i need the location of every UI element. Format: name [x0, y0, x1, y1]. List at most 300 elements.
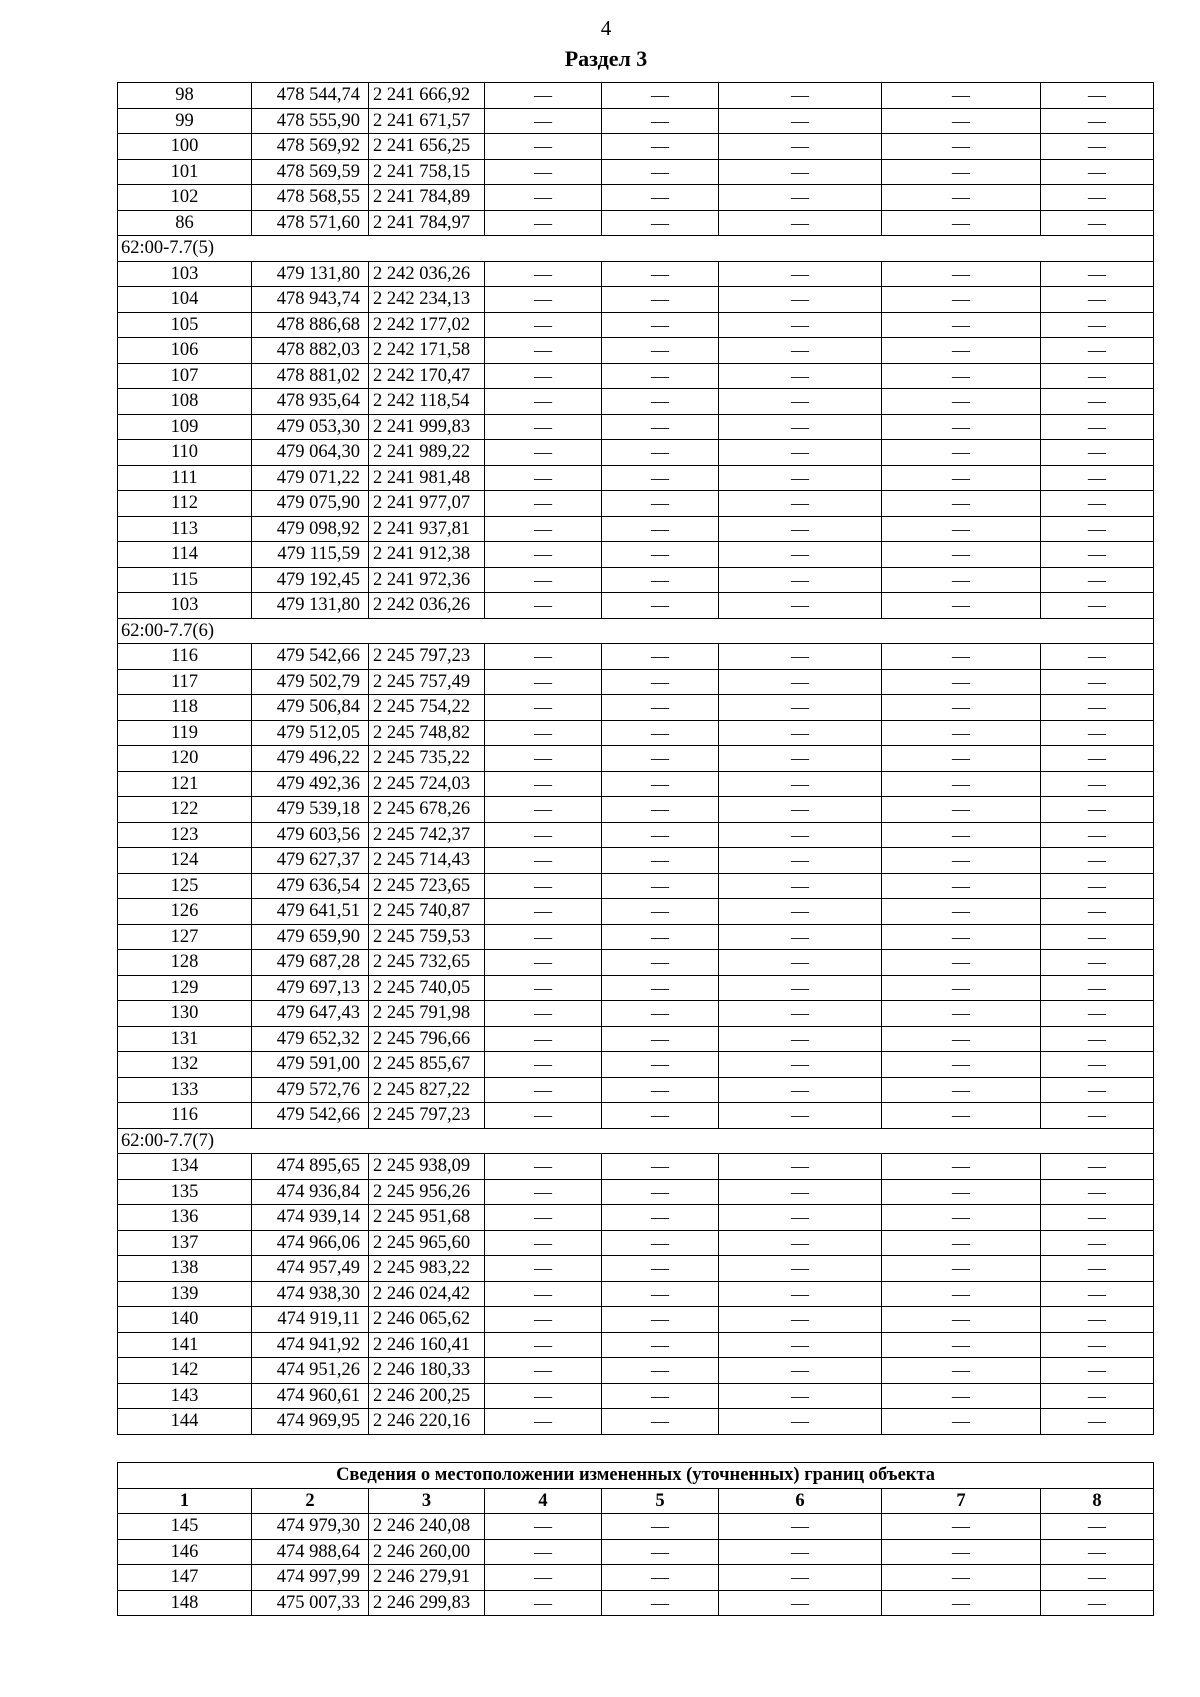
y-coordinate: 2 245 791,98 [369, 1001, 485, 1027]
y-coordinate: 2 245 983,22 [369, 1256, 485, 1282]
empty-value-dash: — [485, 1514, 602, 1540]
empty-value-dash: — [1041, 338, 1154, 364]
x-coordinate: 479 652,32 [252, 1026, 369, 1052]
point-number: 103 [118, 261, 252, 287]
empty-value-dash: — [485, 695, 602, 721]
empty-value-dash: — [1041, 1358, 1154, 1384]
table-row [118, 185, 1154, 211]
table-row [118, 669, 1154, 695]
empty-value-dash: — [602, 1307, 719, 1333]
empty-value-dash: — [1041, 516, 1154, 542]
empty-value-dash: — [1041, 1409, 1154, 1435]
empty-value-dash: — [1041, 1281, 1154, 1307]
table-row [118, 899, 1154, 925]
point-number: 127 [118, 924, 252, 950]
point-number: 103 [118, 593, 252, 619]
y-coordinate: 2 245 735,22 [369, 746, 485, 772]
empty-value-dash: — [485, 1256, 602, 1282]
empty-value-dash: — [602, 210, 719, 236]
empty-value-dash: — [602, 848, 719, 874]
table-row [118, 1307, 1154, 1333]
y-coordinate: 2 245 759,53 [369, 924, 485, 950]
empty-value-dash: — [485, 924, 602, 950]
empty-value-dash: — [602, 822, 719, 848]
empty-value-dash: — [1041, 1077, 1154, 1103]
point-number: 131 [118, 1026, 252, 1052]
y-coordinate: 2 245 951,68 [369, 1205, 485, 1231]
table-caption-row [118, 1463, 1154, 1489]
empty-value-dash: — [719, 465, 882, 491]
point-number: 122 [118, 797, 252, 823]
x-coordinate: 478 943,74 [252, 287, 369, 313]
empty-value-dash: — [602, 1103, 719, 1129]
empty-value-dash: — [602, 440, 719, 466]
empty-value-dash: — [485, 83, 602, 109]
point-number: 109 [118, 414, 252, 440]
y-coordinate: 2 245 855,67 [369, 1052, 485, 1078]
empty-value-dash: — [602, 1179, 719, 1205]
empty-value-dash: — [485, 669, 602, 695]
empty-value-dash: — [602, 1332, 719, 1358]
y-coordinate: 2 246 240,08 [369, 1514, 485, 1540]
empty-value-dash: — [1041, 159, 1154, 185]
empty-value-dash: — [602, 516, 719, 542]
empty-value-dash: — [1041, 440, 1154, 466]
empty-value-dash: — [602, 720, 719, 746]
x-coordinate: 474 960,61 [252, 1383, 369, 1409]
x-coordinate: 474 936,84 [252, 1179, 369, 1205]
y-coordinate: 2 246 299,83 [369, 1590, 485, 1616]
empty-value-dash: — [602, 567, 719, 593]
empty-value-dash: — [719, 1077, 882, 1103]
group-label: 62:00-7.7(7) [118, 1128, 1154, 1154]
x-coordinate: 479 687,28 [252, 950, 369, 976]
empty-value-dash: — [602, 797, 719, 823]
empty-value-dash: — [719, 516, 882, 542]
empty-value-dash: — [485, 1307, 602, 1333]
point-number: 105 [118, 312, 252, 338]
x-coordinate: 479 115,59 [252, 542, 369, 568]
y-coordinate: 2 245 714,43 [369, 848, 485, 874]
y-coordinate: 2 245 965,60 [369, 1230, 485, 1256]
x-coordinate: 474 951,26 [252, 1358, 369, 1384]
empty-value-dash: — [1041, 542, 1154, 568]
empty-value-dash: — [485, 848, 602, 874]
table-row [118, 491, 1154, 517]
empty-value-dash: — [1041, 83, 1154, 109]
y-coordinate: 2 246 065,62 [369, 1307, 485, 1333]
table-row [118, 1281, 1154, 1307]
table-row [118, 720, 1154, 746]
empty-value-dash: — [882, 771, 1041, 797]
point-number: 139 [118, 1281, 252, 1307]
empty-value-dash: — [882, 1001, 1041, 1027]
empty-value-dash: — [882, 108, 1041, 134]
empty-value-dash: — [602, 1230, 719, 1256]
x-coordinate: 474 957,49 [252, 1256, 369, 1282]
x-coordinate: 479 542,66 [252, 1103, 369, 1129]
empty-value-dash: — [602, 1590, 719, 1616]
y-coordinate: 2 246 220,16 [369, 1409, 485, 1435]
table-row [118, 1256, 1154, 1282]
empty-value-dash: — [882, 746, 1041, 772]
table-row [118, 1179, 1154, 1205]
table-row [118, 1103, 1154, 1129]
x-coordinate: 479 641,51 [252, 899, 369, 925]
y-coordinate: 2 245 732,65 [369, 950, 485, 976]
empty-value-dash: — [485, 797, 602, 823]
empty-value-dash: — [602, 1539, 719, 1565]
point-number: 108 [118, 389, 252, 415]
x-coordinate: 478 571,60 [252, 210, 369, 236]
empty-value-dash: — [602, 899, 719, 925]
x-coordinate: 479 636,54 [252, 873, 369, 899]
empty-value-dash: — [602, 1154, 719, 1180]
x-coordinate: 479 603,56 [252, 822, 369, 848]
y-coordinate: 2 245 827,22 [369, 1077, 485, 1103]
x-coordinate: 479 591,00 [252, 1052, 369, 1078]
point-number: 138 [118, 1256, 252, 1282]
empty-value-dash: — [1041, 593, 1154, 619]
empty-value-dash: — [485, 1590, 602, 1616]
empty-value-dash: — [1041, 1539, 1154, 1565]
point-number: 104 [118, 287, 252, 313]
y-coordinate: 2 241 999,83 [369, 414, 485, 440]
empty-value-dash: — [882, 1539, 1041, 1565]
empty-value-dash: — [719, 83, 882, 109]
empty-value-dash: — [602, 975, 719, 1001]
empty-value-dash: — [485, 771, 602, 797]
empty-value-dash: — [485, 1103, 602, 1129]
empty-value-dash: — [719, 389, 882, 415]
empty-value-dash: — [882, 516, 1041, 542]
empty-value-dash: — [485, 1281, 602, 1307]
empty-value-dash: — [602, 185, 719, 211]
empty-value-dash: — [719, 1256, 882, 1282]
x-coordinate: 478 569,59 [252, 159, 369, 185]
empty-value-dash: — [719, 899, 882, 925]
empty-value-dash: — [1041, 1383, 1154, 1409]
point-number: 132 [118, 1052, 252, 1078]
empty-value-dash: — [882, 159, 1041, 185]
empty-value-dash: — [485, 287, 602, 313]
page-number: 4 [600, 16, 612, 40]
empty-value-dash: — [1041, 771, 1154, 797]
empty-value-dash: — [485, 414, 602, 440]
point-number: 136 [118, 1205, 252, 1231]
y-coordinate: 2 246 260,00 [369, 1539, 485, 1565]
empty-value-dash: — [882, 1332, 1041, 1358]
empty-value-dash: — [485, 389, 602, 415]
x-coordinate: 478 882,03 [252, 338, 369, 364]
x-coordinate: 479 627,37 [252, 848, 369, 874]
point-number: 100 [118, 134, 252, 160]
y-coordinate: 2 245 740,87 [369, 899, 485, 925]
empty-value-dash: — [602, 83, 719, 109]
empty-value-dash: — [882, 848, 1041, 874]
empty-value-dash: — [882, 695, 1041, 721]
table-row [118, 1383, 1154, 1409]
empty-value-dash: — [882, 1281, 1041, 1307]
empty-value-dash: — [602, 924, 719, 950]
table-row [118, 1514, 1154, 1540]
point-number: 130 [118, 1001, 252, 1027]
group-row [118, 618, 1154, 644]
x-coordinate: 479 502,79 [252, 669, 369, 695]
empty-value-dash: — [719, 1154, 882, 1180]
empty-value-dash: — [719, 669, 882, 695]
y-coordinate: 2 241 656,25 [369, 134, 485, 160]
point-number: 98 [118, 83, 252, 109]
empty-value-dash: — [602, 1001, 719, 1027]
point-number: 102 [118, 185, 252, 211]
point-number: 121 [118, 771, 252, 797]
empty-value-dash: — [719, 848, 882, 874]
table-row [118, 465, 1154, 491]
empty-value-dash: — [882, 1514, 1041, 1540]
group-label: 62:00-7.7(6) [118, 618, 1154, 644]
x-coordinate: 478 544,74 [252, 83, 369, 109]
empty-value-dash: — [882, 287, 1041, 313]
point-number: 137 [118, 1230, 252, 1256]
empty-value-dash: — [882, 440, 1041, 466]
empty-value-dash: — [1041, 389, 1154, 415]
empty-value-dash: — [882, 644, 1041, 670]
table-row [118, 1332, 1154, 1358]
empty-value-dash: — [485, 1383, 602, 1409]
y-coordinate: 2 245 748,82 [369, 720, 485, 746]
x-coordinate: 479 131,80 [252, 261, 369, 287]
x-coordinate: 478 935,64 [252, 389, 369, 415]
empty-value-dash: — [485, 1205, 602, 1231]
empty-value-dash: — [602, 950, 719, 976]
empty-value-dash: — [882, 593, 1041, 619]
point-number: 135 [118, 1179, 252, 1205]
empty-value-dash: — [882, 134, 1041, 160]
point-number: 147 [118, 1565, 252, 1591]
y-coordinate: 2 245 956,26 [369, 1179, 485, 1205]
empty-value-dash: — [485, 1409, 602, 1435]
y-coordinate: 2 242 118,54 [369, 389, 485, 415]
x-coordinate: 474 988,64 [252, 1539, 369, 1565]
x-coordinate: 479 071,22 [252, 465, 369, 491]
table-row [118, 440, 1154, 466]
empty-value-dash: — [1041, 108, 1154, 134]
empty-value-dash: — [485, 1565, 602, 1591]
x-coordinate: 474 997,99 [252, 1565, 369, 1591]
point-number: 126 [118, 899, 252, 925]
empty-value-dash: — [602, 593, 719, 619]
y-coordinate: 2 242 036,26 [369, 261, 485, 287]
x-coordinate: 479 053,30 [252, 414, 369, 440]
empty-value-dash: — [485, 159, 602, 185]
table-row [118, 261, 1154, 287]
empty-value-dash: — [1041, 669, 1154, 695]
empty-value-dash: — [485, 134, 602, 160]
empty-value-dash: — [1041, 1307, 1154, 1333]
empty-value-dash: — [719, 1539, 882, 1565]
y-coordinate: 2 245 723,65 [369, 873, 485, 899]
y-coordinate: 2 245 678,26 [369, 797, 485, 823]
empty-value-dash: — [719, 567, 882, 593]
empty-value-dash: — [602, 134, 719, 160]
empty-value-dash: — [1041, 465, 1154, 491]
empty-value-dash: — [602, 1205, 719, 1231]
x-coordinate: 474 939,14 [252, 1205, 369, 1231]
empty-value-dash: — [719, 1179, 882, 1205]
empty-value-dash: — [882, 822, 1041, 848]
empty-value-dash: — [1041, 848, 1154, 874]
y-coordinate: 2 241 972,36 [369, 567, 485, 593]
empty-value-dash: — [1041, 261, 1154, 287]
y-coordinate: 2 241 989,22 [369, 440, 485, 466]
point-number: 124 [118, 848, 252, 874]
empty-value-dash: — [719, 1409, 882, 1435]
empty-value-dash: — [719, 924, 882, 950]
group-label: 62:00-7.7(5) [118, 236, 1154, 262]
empty-value-dash: — [719, 1358, 882, 1384]
empty-value-dash: — [719, 261, 882, 287]
point-number: 148 [118, 1590, 252, 1616]
point-number: 101 [118, 159, 252, 185]
y-coordinate: 2 246 180,33 [369, 1358, 485, 1384]
empty-value-dash: — [1041, 1001, 1154, 1027]
empty-value-dash: — [882, 465, 1041, 491]
x-coordinate: 475 007,33 [252, 1590, 369, 1616]
point-number: 141 [118, 1332, 252, 1358]
empty-value-dash: — [882, 950, 1041, 976]
column-number: 2 [252, 1488, 369, 1514]
empty-value-dash: — [719, 1281, 882, 1307]
empty-value-dash: — [602, 312, 719, 338]
point-number: 112 [118, 491, 252, 517]
x-coordinate: 479 492,36 [252, 771, 369, 797]
empty-value-dash: — [1041, 287, 1154, 313]
empty-value-dash: — [882, 1205, 1041, 1231]
empty-value-dash: — [719, 414, 882, 440]
empty-value-dash: — [1041, 924, 1154, 950]
x-coordinate: 479 542,66 [252, 644, 369, 670]
empty-value-dash: — [1041, 1590, 1154, 1616]
empty-value-dash: — [602, 363, 719, 389]
empty-value-dash: — [602, 1358, 719, 1384]
x-coordinate: 479 192,45 [252, 567, 369, 593]
empty-value-dash: — [1041, 746, 1154, 772]
empty-value-dash: — [485, 516, 602, 542]
y-coordinate: 2 241 671,57 [369, 108, 485, 134]
y-coordinate: 2 241 758,15 [369, 159, 485, 185]
table-row [118, 1001, 1154, 1027]
empty-value-dash: — [485, 1026, 602, 1052]
empty-value-dash: — [1041, 1332, 1154, 1358]
empty-value-dash: — [602, 695, 719, 721]
point-number: 117 [118, 669, 252, 695]
empty-value-dash: — [882, 567, 1041, 593]
table-caption: Сведения о местоположении измененных (уточненных) границ объекта [118, 1463, 1154, 1489]
table-row [118, 363, 1154, 389]
point-number: 111 [118, 465, 252, 491]
empty-value-dash: — [882, 873, 1041, 899]
table-row [118, 644, 1154, 670]
empty-value-dash: — [485, 542, 602, 568]
table-row [118, 975, 1154, 1001]
y-coordinate: 2 246 200,25 [369, 1383, 485, 1409]
column-number: 1 [118, 1488, 252, 1514]
empty-value-dash: — [719, 338, 882, 364]
empty-value-dash: — [882, 261, 1041, 287]
point-number: 116 [118, 644, 252, 670]
column-number: 3 [369, 1488, 485, 1514]
table-row [118, 1358, 1154, 1384]
point-number: 86 [118, 210, 252, 236]
empty-value-dash: — [485, 1001, 602, 1027]
y-coordinate: 2 241 912,38 [369, 542, 485, 568]
empty-value-dash: — [1041, 210, 1154, 236]
empty-value-dash: — [719, 720, 882, 746]
empty-value-dash: — [602, 1565, 719, 1591]
empty-value-dash: — [882, 899, 1041, 925]
y-coordinate: 2 241 981,48 [369, 465, 485, 491]
column-number: 7 [882, 1488, 1041, 1514]
empty-value-dash: — [1041, 491, 1154, 517]
empty-value-dash: — [719, 1332, 882, 1358]
point-number: 116 [118, 1103, 252, 1129]
table-row [118, 1052, 1154, 1078]
empty-value-dash: — [882, 1307, 1041, 1333]
empty-value-dash: — [602, 669, 719, 695]
x-coordinate: 479 697,13 [252, 975, 369, 1001]
empty-value-dash: — [882, 1256, 1041, 1282]
y-coordinate: 2 242 170,47 [369, 363, 485, 389]
table-row [118, 414, 1154, 440]
x-coordinate: 478 568,55 [252, 185, 369, 211]
table-row [118, 1026, 1154, 1052]
empty-value-dash: — [1041, 567, 1154, 593]
table-row [118, 134, 1154, 160]
empty-value-dash: — [602, 389, 719, 415]
empty-value-dash: — [719, 771, 882, 797]
empty-value-dash: — [485, 1077, 602, 1103]
point-number: 129 [118, 975, 252, 1001]
table-row [118, 1205, 1154, 1231]
point-number: 140 [118, 1307, 252, 1333]
empty-value-dash: — [1041, 363, 1154, 389]
empty-value-dash: — [719, 593, 882, 619]
empty-value-dash: — [719, 822, 882, 848]
empty-value-dash: — [719, 1230, 882, 1256]
empty-value-dash: — [1041, 1179, 1154, 1205]
empty-value-dash: — [485, 567, 602, 593]
point-number: 113 [118, 516, 252, 542]
empty-value-dash: — [882, 1358, 1041, 1384]
empty-value-dash: — [602, 1514, 719, 1540]
empty-value-dash: — [719, 873, 882, 899]
point-number: 114 [118, 542, 252, 568]
empty-value-dash: — [485, 261, 602, 287]
section-title: Раздел 3 [564, 46, 648, 71]
empty-value-dash: — [485, 746, 602, 772]
empty-value-dash: — [485, 338, 602, 364]
point-number: 133 [118, 1077, 252, 1103]
x-coordinate: 479 539,18 [252, 797, 369, 823]
table-row [118, 1154, 1154, 1180]
empty-value-dash: — [485, 1332, 602, 1358]
point-number: 106 [118, 338, 252, 364]
empty-value-dash: — [1041, 1103, 1154, 1129]
table-row [118, 338, 1154, 364]
empty-value-dash: — [602, 1256, 719, 1282]
y-coordinate: 2 241 977,07 [369, 491, 485, 517]
